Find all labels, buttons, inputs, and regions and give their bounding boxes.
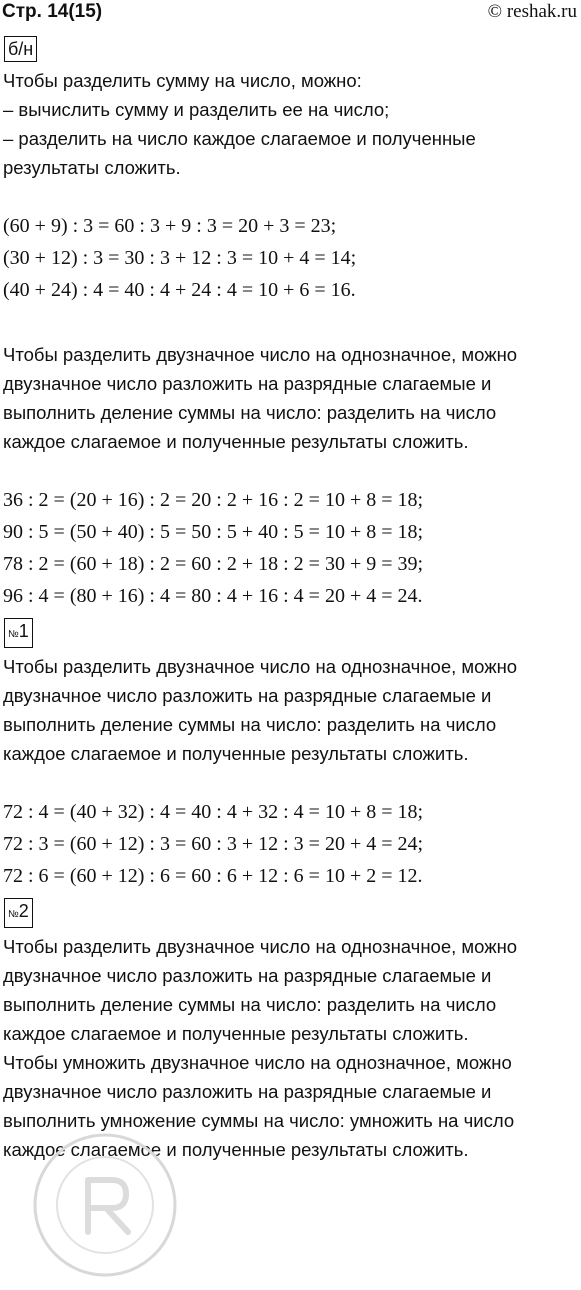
text-line: Чтобы разделить сумму на число, можно: <box>3 70 362 91</box>
page-number: Стр. 14(15) <box>2 1 103 22</box>
solution-content <box>0 30 578 1164</box>
examples-72-division <box>3 796 578 892</box>
text-line: Чтобы разделить двузначное число на однозначное, можно <box>3 344 518 365</box>
math-line: (60 + 9) : 3 = 60 : 3 + 9 : 3 = 20 + 3 = 23; <box>3 215 337 237</box>
text-line: результаты сложить. <box>3 157 181 178</box>
math-line: 72 : 6 = (60 + 12) : 6 = 60 : 6 + 12 : 6 = 10 + 2 = 12. <box>3 865 423 887</box>
rule-sum-division <box>3 66 578 182</box>
math-line: 36 : 2 = (20 + 16) : 2 = 20 : 2 + 16 : 2 = 10 + 8 = 18; <box>3 489 424 511</box>
rule-two-digit-division <box>3 652 578 768</box>
text-line: Чтобы умножить двузначное число на однозначное, можно <box>3 1052 512 1073</box>
math-line: 72 : 4 = (40 + 32) : 4 = 40 : 4 + 32 : 4 = 10 + 8 = 18; <box>3 801 424 823</box>
text-line: выполнить умножение суммы на число: умножить на число <box>3 1110 515 1131</box>
math-line: 72 : 3 = (60 + 12) : 3 = 60 : 3 + 12 : 3 = 20 + 4 = 24; <box>3 833 424 855</box>
math-line: (30 + 12) : 3 = 30 : 3 + 12 : 3 = 10 + 4 = 14; <box>3 247 357 269</box>
text-line: каждое слагаемое и полученные результаты сложить. <box>3 743 469 764</box>
text-line: выполнить деление суммы на число: разделить на число <box>3 994 497 1015</box>
math-line: 96 : 4 = (80 + 16) : 4 = 80 : 4 + 16 : 4 = 20 + 4 = 24. <box>3 585 423 607</box>
site-credit: © reshak.ru <box>487 1 577 22</box>
text-line: выполнить деление суммы на число: разделить на число <box>3 402 497 423</box>
math-line: 78 : 2 = (60 + 18) : 2 = 60 : 2 + 18 : 2 = 30 + 9 = 39; <box>3 553 424 575</box>
math-line: 90 : 5 = (50 + 40) : 5 = 50 : 5 + 40 : 5 = 10 + 8 = 18; <box>3 521 424 543</box>
text-line: двузначное число разложить на разрядные слагаемые и <box>3 373 492 394</box>
text-line: выполнить деление суммы на число: разделить на число <box>3 714 497 735</box>
rule-two-digit-division <box>3 340 578 456</box>
text-line: каждое слагаемое и полученные результаты сложить. <box>3 431 469 452</box>
section-badge-bn: б/н <box>4 36 37 62</box>
text-line: каждое слагаемое и полученные результаты сложить. <box>3 1023 469 1044</box>
rule-two-digit-division <box>3 932 578 1048</box>
text-line: двузначное число разложить на разрядные слагаемые и <box>3 685 492 706</box>
text-line: Чтобы разделить двузначное число на однозначное, можно <box>3 656 518 677</box>
text-line: двузначное число разложить на разрядные слагаемые и <box>3 965 492 986</box>
text-line: – вычислить сумму и разделить ее на число; <box>3 99 390 120</box>
text-line: Чтобы разделить двузначное число на однозначное, можно <box>3 936 518 957</box>
section-badge-2: №2 <box>4 898 33 928</box>
text-line: двузначное число разложить на разрядные слагаемые и <box>3 1081 492 1102</box>
page-header <box>0 0 581 26</box>
examples-sum-division <box>3 210 578 306</box>
examples-two-digit-division <box>3 484 578 612</box>
text-line: – разделить на число каждое слагаемое и полученные <box>3 128 476 149</box>
text-line: каждое слагаемое и полученные результаты сложить. <box>3 1139 469 1160</box>
section-badge-1: №1 <box>4 618 33 648</box>
rule-two-digit-multiplication <box>3 1048 578 1164</box>
math-line: (40 + 24) : 4 = 40 : 4 + 24 : 4 = 10 + 6 = 16. <box>3 279 356 301</box>
